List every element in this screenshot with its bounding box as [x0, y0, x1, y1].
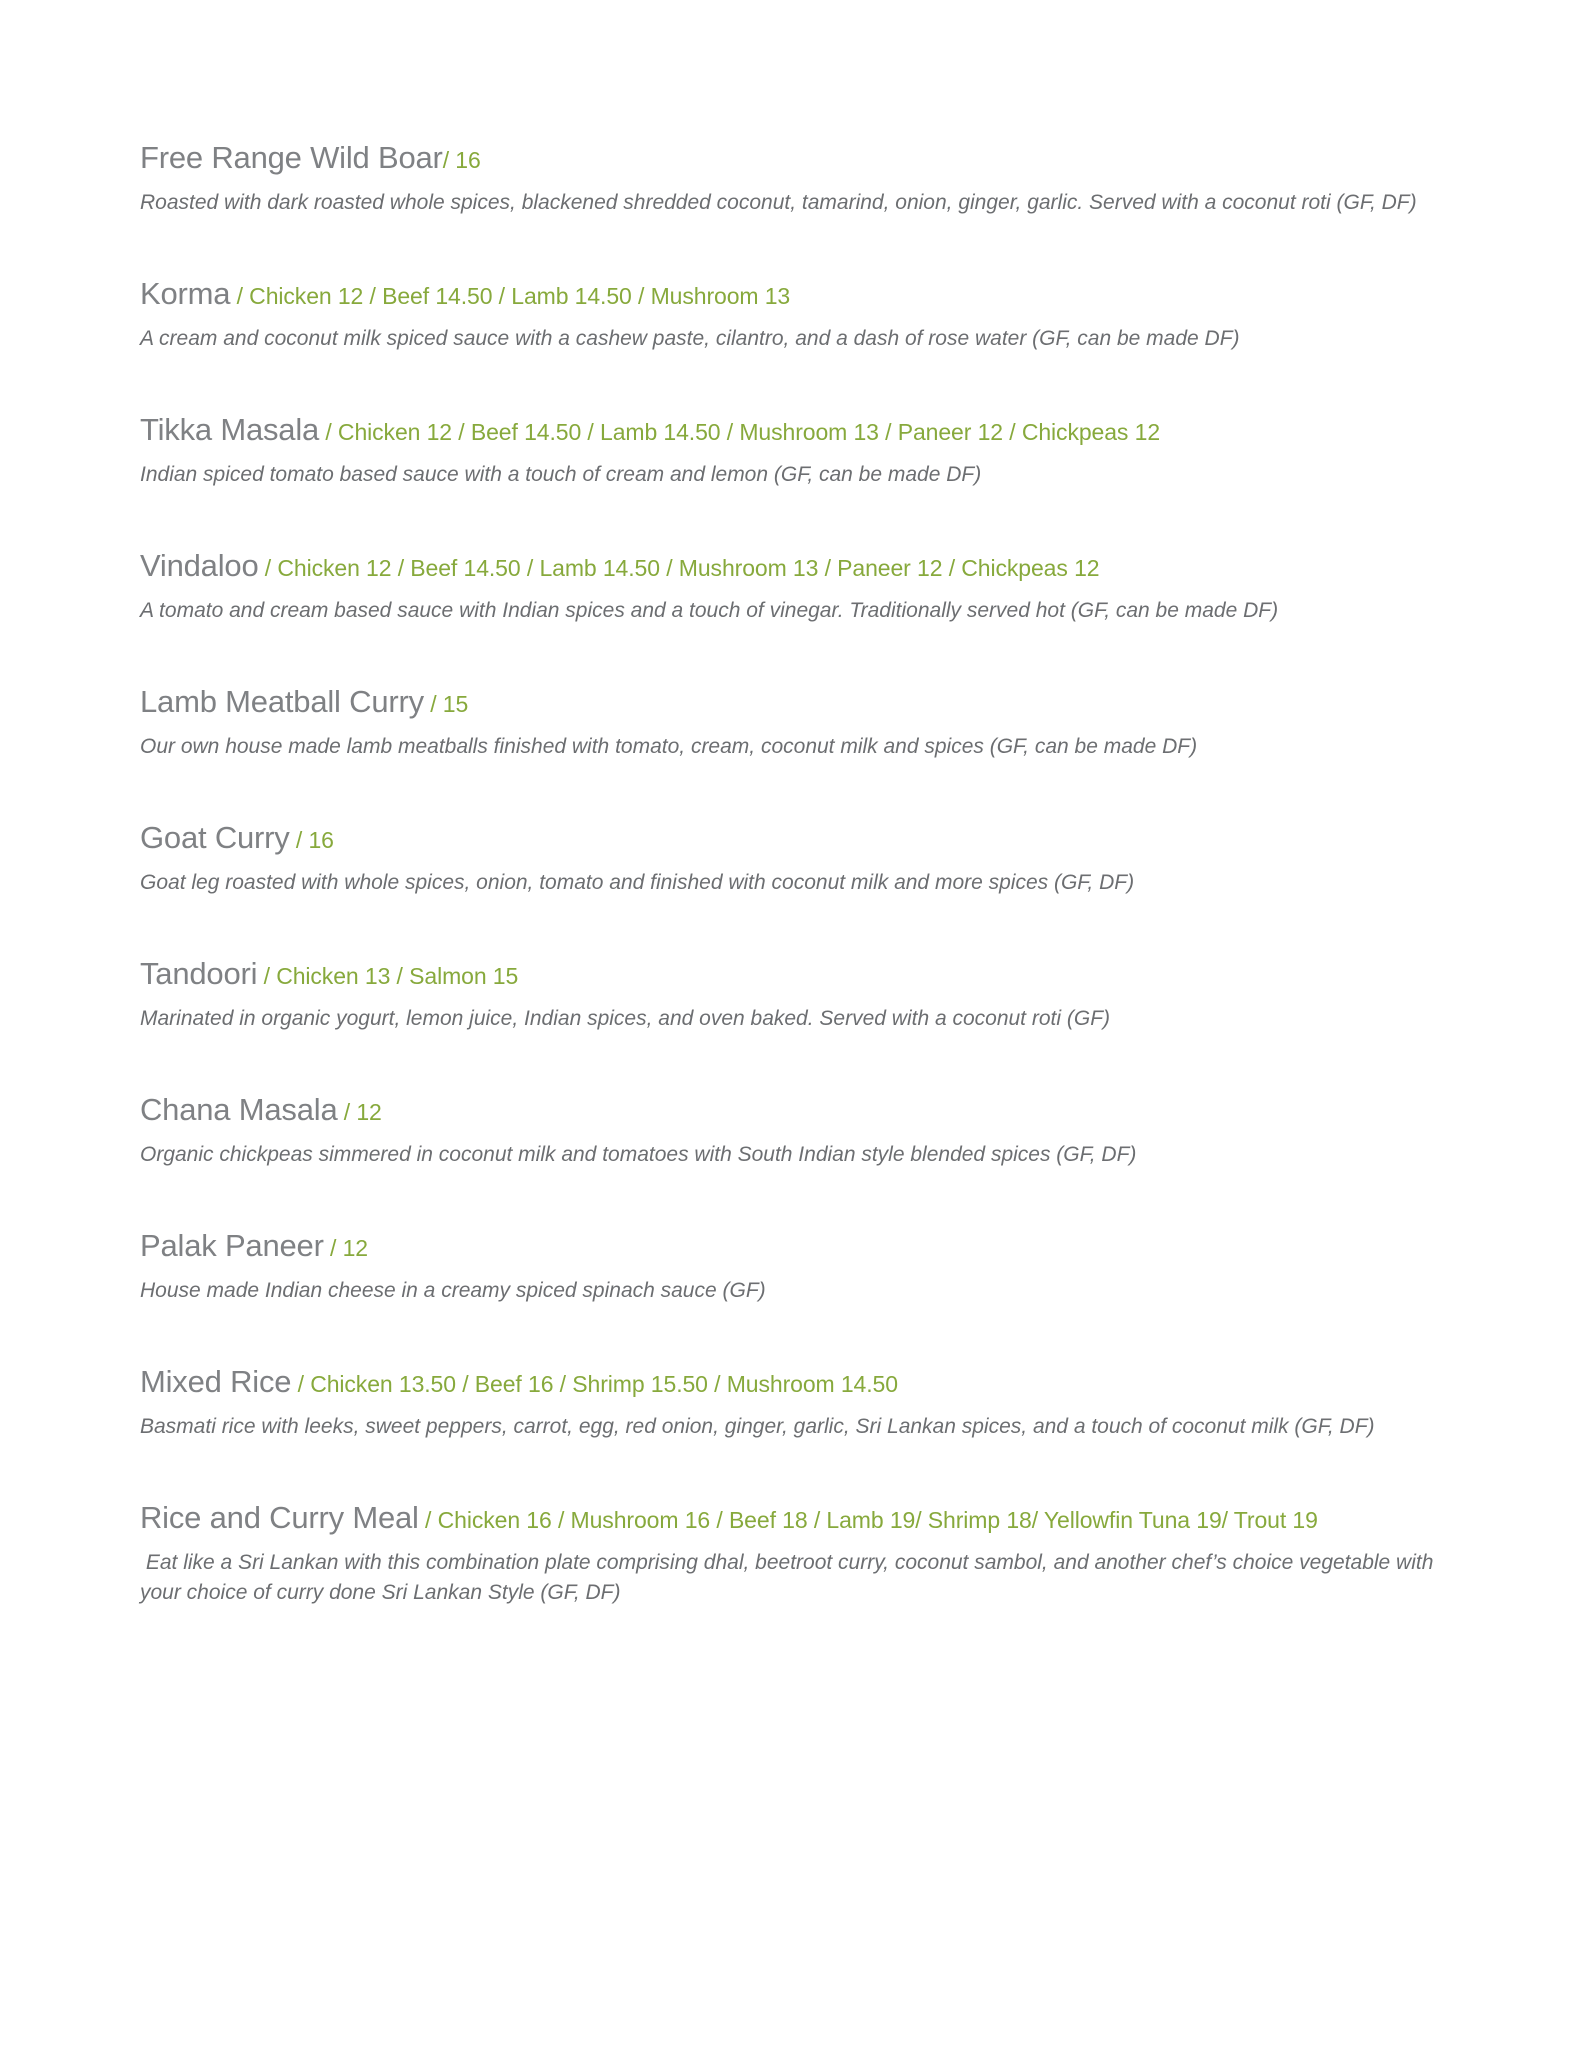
- dish-description: House made Indian cheese in a creamy spiced spinach sauce (GF): [140, 1279, 766, 1302]
- dish-line: [140, 1226, 1470, 1268]
- dish-line: [140, 1362, 1470, 1404]
- dish-line: [140, 1090, 1470, 1132]
- menu-item: [140, 546, 1470, 626]
- menu-item: [140, 1226, 1470, 1306]
- dish-description: Basmati rice with leeks, sweet peppers, carrot, egg, red onion, ginger, garlic, Sri Lankan spices, and a touch of coconut milk (GF, DF): [140, 1415, 1375, 1438]
- dish-prices: / 15: [423, 691, 469, 717]
- dish-name: Tandoori: [140, 956, 258, 991]
- dish-name: Lamb Meatball Curry: [140, 684, 424, 719]
- dish-name: Goat Curry: [140, 820, 290, 855]
- dish-line: [140, 546, 1470, 588]
- menu-item: [140, 1362, 1470, 1442]
- dish-prices: / Chicken 13.50 / Beef 16 / Shrimp 15.50 / Mushroom 14.50: [291, 1371, 898, 1397]
- dish-description: Organic chickpeas simmered in coconut milk and tomatoes with South Indian style blended spices (GF, DF): [140, 1143, 1137, 1166]
- dish-name: Tikka Masala: [140, 412, 320, 447]
- dish-line: [140, 138, 1470, 180]
- dish-name: Free Range Wild Boar: [140, 140, 443, 175]
- menu-item: [140, 138, 1470, 218]
- dish-prices: / Chicken 12 / Beef 14.50 / Lamb 14.50 / Mushroom 13 / Paneer 12 / Chickpeas 12: [319, 419, 1161, 445]
- dish-name: Palak Paneer: [140, 1228, 324, 1263]
- menu-list: [140, 138, 1470, 1608]
- menu-item: [140, 274, 1470, 354]
- dish-line: [140, 818, 1470, 860]
- dish-prices: / Chicken 13 / Salmon 15: [257, 963, 519, 989]
- dish-description: Goat leg roasted with whole spices, onion, tomato and finished with coconut milk and more spices (GF, DF): [140, 871, 1135, 894]
- dish-description: Indian spiced tomato based sauce with a touch of cream and lemon (GF, can be made DF): [140, 463, 982, 486]
- dish-description: A cream and coconut milk spiced sauce with a cashew paste, cilantro, and a dash of rose water (GF, can be made DF): [140, 327, 1240, 350]
- dish-line: [140, 274, 1470, 316]
- menu-item: [140, 1498, 1470, 1608]
- menu-item: [140, 682, 1470, 762]
- dish-description: Our own house made lamb meatballs finished with tomato, cream, coconut milk and spices (GF, can be made DF): [140, 735, 1198, 758]
- dish-prices: / 16: [442, 147, 481, 173]
- dish-name: Chana Masala: [140, 1092, 338, 1127]
- dish-name: Mixed Rice: [140, 1364, 292, 1399]
- dish-prices: / 16: [289, 827, 334, 853]
- dish-name: Rice and Curry Meal: [140, 1500, 419, 1535]
- dish-description: Roasted with dark roasted whole spices, blackened shredded coconut, tamarind, onion, ginger, garlic. Served with a coconut roti (GF, DF): [140, 191, 1417, 214]
- dish-prices: / Chicken 12 / Beef 14.50 / Lamb 14.50 / Mushroom 13 / Paneer 12 / Chickpeas 12: [258, 555, 1100, 581]
- menu-item: [140, 410, 1470, 490]
- dish-name: Korma: [140, 276, 231, 311]
- dish-line: [140, 410, 1470, 452]
- menu-item: [140, 954, 1470, 1034]
- dish-prices: / Chicken 16 / Mushroom 16 / Beef 18 / Lamb 19/ Shrimp 18/ Yellowfin Tuna 19/ Trout 19: [418, 1507, 1318, 1533]
- dish-line: [140, 1498, 1470, 1540]
- dish-prices: / 12: [337, 1099, 382, 1125]
- dish-line: [140, 682, 1470, 724]
- menu-item: [140, 818, 1470, 898]
- dish-name: Vindaloo: [140, 548, 259, 583]
- dish-prices: / 12: [323, 1235, 368, 1261]
- menu-item: [140, 1090, 1470, 1170]
- dish-description: A tomato and cream based sauce with Indian spices and a touch of vinegar. Traditionally served hot (GF, can be made DF): [140, 599, 1279, 622]
- dish-description: Marinated in organic yogurt, lemon juice, Indian spices, and oven baked. Served with a coconut roti (GF): [140, 1007, 1111, 1030]
- dish-prices: / Chicken 12 / Beef 14.50 / Lamb 14.50 / Mushroom 13: [230, 283, 791, 309]
- dish-line: [140, 954, 1470, 996]
- dish-description: Eat like a Sri Lankan with this combination plate comprising dhal, beetroot curry, coconut sambol, and another chef’s choice vegetable with your choice of curry done Sri Lankan Style (GF, DF): [140, 1551, 1440, 1604]
